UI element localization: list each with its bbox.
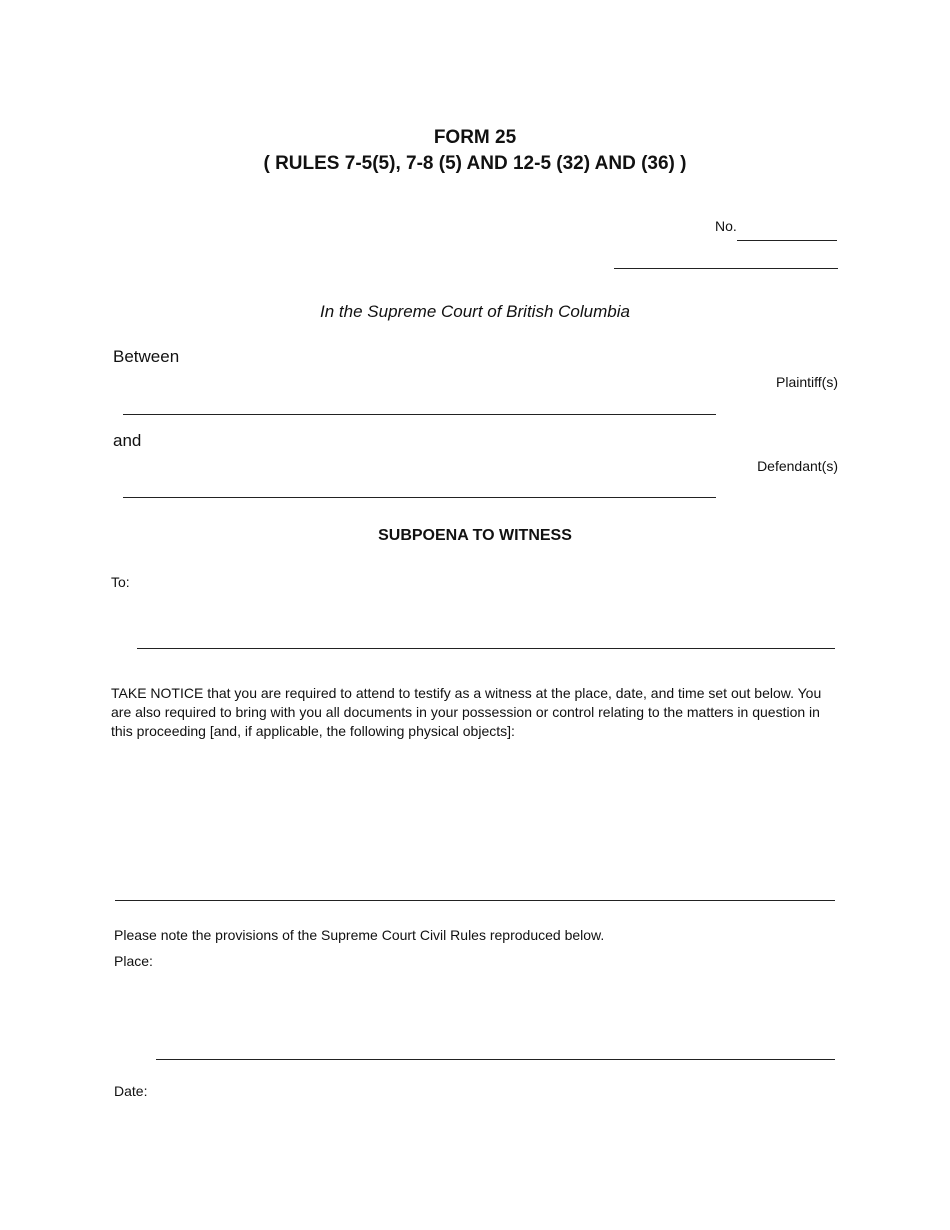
court-name: In the Supreme Court of British Columbia xyxy=(320,302,630,321)
to-label: To: xyxy=(111,574,130,590)
place-label: Place: xyxy=(114,953,153,969)
place-field[interactable] xyxy=(156,1059,835,1060)
form-number: FORM 25 xyxy=(433,127,517,148)
date-label: Date: xyxy=(114,1083,148,1099)
and-label: and xyxy=(113,431,142,450)
defendant-label: Defendant(s) xyxy=(757,458,838,474)
defendant-name-field[interactable] xyxy=(123,497,716,498)
registry-field[interactable] xyxy=(614,268,838,269)
plaintiff-label: Plaintiff(s) xyxy=(776,374,838,390)
witness-name-field[interactable] xyxy=(137,648,835,649)
plaintiff-name-field[interactable] xyxy=(123,414,716,415)
notice-paragraph: TAKE NOTICE that you are required to attend to testify as a witness at the place, date, and time set out below. You are also required to bring with you all documents in your possession or control relating to the matters in question in this proceeding [and, if applicable, the following physical objects]: xyxy=(111,685,822,739)
rules-note: Please note the provisions of the Supreme Court Civil Rules reproduced below. xyxy=(114,927,605,943)
subpoena-heading: SUBPOENA TO WITNESS xyxy=(378,527,572,544)
file-number-label: No. xyxy=(715,218,737,234)
rules-reference: ( RULES 7-5(5), 7-8 (5) AND 12-5 (32) AND (36) ) xyxy=(263,153,687,174)
physical-objects-field[interactable] xyxy=(115,900,835,901)
file-number-field[interactable] xyxy=(737,240,837,241)
between-label: Between xyxy=(113,347,180,366)
